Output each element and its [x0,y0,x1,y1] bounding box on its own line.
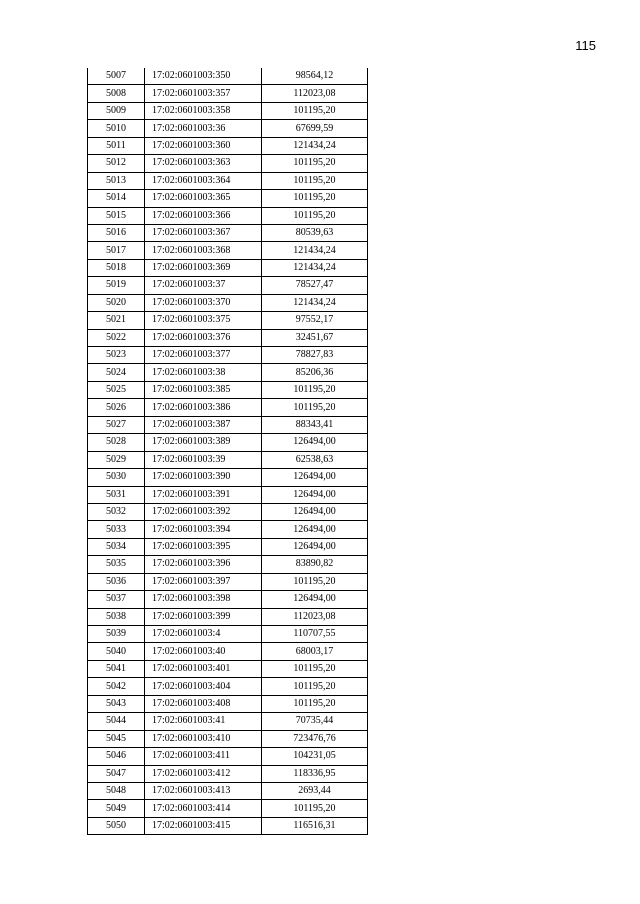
table-row [88,660,368,677]
value-cell: 101195,20 [262,190,368,207]
row-number-cell: 5036 [88,573,145,590]
table-row [88,538,368,555]
value-cell: 126494,00 [262,469,368,486]
value-cell: 126494,00 [262,486,368,503]
value-cell: 101195,20 [262,102,368,119]
row-number-cell: 5040 [88,643,145,660]
table-row [88,120,368,137]
cadastral-number-cell: 17:02:0601003:377 [145,347,262,364]
cadastral-number-cell: 17:02:0601003:37 [145,277,262,294]
table-row [88,416,368,433]
value-cell: 112023,08 [262,85,368,102]
table-row [88,573,368,590]
cadastral-number-cell: 17:02:0601003:38 [145,364,262,381]
table-row [88,626,368,643]
table-row [88,137,368,154]
table-row [88,556,368,573]
row-number-cell: 5037 [88,591,145,608]
value-cell: 62538,63 [262,451,368,468]
table-row [88,713,368,730]
table-row [88,224,368,241]
row-number-cell: 5035 [88,556,145,573]
table-row [88,381,368,398]
value-cell: 723476,76 [262,730,368,747]
value-cell: 101195,20 [262,678,368,695]
row-number-cell: 5048 [88,782,145,799]
table-row [88,190,368,207]
cadastral-number-cell: 17:02:0601003:394 [145,521,262,538]
value-cell: 101195,20 [262,695,368,712]
table-row [88,68,368,85]
table-row [88,207,368,224]
value-cell: 121434,24 [262,294,368,311]
value-cell: 126494,00 [262,538,368,555]
table-row [88,242,368,259]
table-row [88,172,368,189]
value-cell: 80539,63 [262,224,368,241]
cadastral-number-cell: 17:02:0601003:414 [145,800,262,817]
cadastral-number-cell: 17:02:0601003:368 [145,242,262,259]
table-row [88,329,368,346]
row-number-cell: 5046 [88,748,145,765]
cadastral-number-cell: 17:02:0601003:391 [145,486,262,503]
row-number-cell: 5027 [88,416,145,433]
cadastral-number-cell: 17:02:0601003:367 [145,224,262,241]
page-number: 115 [575,38,596,53]
table-row [88,765,368,782]
cadastral-number-cell: 17:02:0601003:39 [145,451,262,468]
value-cell: 126494,00 [262,521,368,538]
cadastral-number-cell: 17:02:0601003:375 [145,312,262,329]
value-cell: 101195,20 [262,207,368,224]
row-number-cell: 5011 [88,137,145,154]
row-number-cell: 5008 [88,85,145,102]
row-number-cell: 5050 [88,817,145,834]
row-number-cell: 5018 [88,259,145,276]
row-number-cell: 5013 [88,172,145,189]
cadastral-number-cell: 17:02:0601003:36 [145,120,262,137]
table-row [88,399,368,416]
table-row [88,800,368,817]
cadastral-number-cell: 17:02:0601003:357 [145,85,262,102]
row-number-cell: 5012 [88,155,145,172]
row-number-cell: 5028 [88,434,145,451]
cadastral-number-cell: 17:02:0601003:363 [145,155,262,172]
table-body [88,68,368,835]
value-cell: 32451,67 [262,329,368,346]
cadastral-number-cell: 17:02:0601003:396 [145,556,262,573]
table-row [88,364,368,381]
table-row [88,817,368,834]
row-number-cell: 5045 [88,730,145,747]
table-row [88,277,368,294]
table-row [88,294,368,311]
cadastral-number-cell: 17:02:0601003:366 [145,207,262,224]
cadastral-number-cell: 17:02:0601003:364 [145,172,262,189]
value-cell: 88343,41 [262,416,368,433]
value-cell: 97552,17 [262,312,368,329]
cadastral-number-cell: 17:02:0601003:408 [145,695,262,712]
value-cell: 126494,00 [262,503,368,520]
cadastral-number-cell: 17:02:0601003:365 [145,190,262,207]
value-cell: 110707,55 [262,626,368,643]
row-number-cell: 5042 [88,678,145,695]
value-cell: 118336,95 [262,765,368,782]
value-cell: 101195,20 [262,172,368,189]
cadastral-number-cell: 17:02:0601003:4 [145,626,262,643]
cadastral-number-cell: 17:02:0601003:387 [145,416,262,433]
value-cell: 101195,20 [262,155,368,172]
row-number-cell: 5025 [88,381,145,398]
row-number-cell: 5016 [88,224,145,241]
row-number-cell: 5030 [88,469,145,486]
cadastral-number-cell: 17:02:0601003:350 [145,68,262,85]
cadastral-number-cell: 17:02:0601003:376 [145,329,262,346]
table-row [88,503,368,520]
table-row [88,730,368,747]
value-cell: 68003,17 [262,643,368,660]
value-cell: 98564,12 [262,68,368,85]
value-cell: 121434,24 [262,242,368,259]
row-number-cell: 5017 [88,242,145,259]
table-row [88,102,368,119]
cadastral-number-cell: 17:02:0601003:40 [145,643,262,660]
row-number-cell: 5033 [88,521,145,538]
cadastral-number-cell: 17:02:0601003:370 [145,294,262,311]
table-row [88,521,368,538]
value-cell: 112023,08 [262,608,368,625]
table-row [88,486,368,503]
cadastral-number-cell: 17:02:0601003:401 [145,660,262,677]
row-number-cell: 5007 [88,68,145,85]
value-cell: 104231,05 [262,748,368,765]
table-row [88,259,368,276]
value-cell: 121434,24 [262,137,368,154]
cadastral-number-cell: 17:02:0601003:386 [145,399,262,416]
value-cell: 78827,83 [262,347,368,364]
cadastral-number-cell: 17:02:0601003:397 [145,573,262,590]
cadastral-number-cell: 17:02:0601003:413 [145,782,262,799]
row-number-cell: 5032 [88,503,145,520]
row-number-cell: 5041 [88,660,145,677]
row-number-cell: 5020 [88,294,145,311]
value-cell: 78527,47 [262,277,368,294]
table-row [88,469,368,486]
row-number-cell: 5019 [88,277,145,294]
value-cell: 70735,44 [262,713,368,730]
table-row [88,695,368,712]
cadastral-number-cell: 17:02:0601003:415 [145,817,262,834]
value-cell: 126494,00 [262,591,368,608]
cadastral-number-cell: 17:02:0601003:390 [145,469,262,486]
row-number-cell: 5023 [88,347,145,364]
table-row [88,155,368,172]
table-row [88,591,368,608]
table-row [88,643,368,660]
row-number-cell: 5038 [88,608,145,625]
cadastral-number-cell: 17:02:0601003:369 [145,259,262,276]
value-cell: 2693,44 [262,782,368,799]
row-number-cell: 5015 [88,207,145,224]
value-cell: 101195,20 [262,381,368,398]
cadastral-number-cell: 17:02:0601003:389 [145,434,262,451]
table-row [88,347,368,364]
data-table [87,68,368,835]
row-number-cell: 5029 [88,451,145,468]
table-row [88,608,368,625]
row-number-cell: 5009 [88,102,145,119]
row-number-cell: 5021 [88,312,145,329]
value-cell: 83890,82 [262,556,368,573]
row-number-cell: 5043 [88,695,145,712]
row-number-cell: 5044 [88,713,145,730]
row-number-cell: 5022 [88,329,145,346]
value-cell: 101195,20 [262,573,368,590]
row-number-cell: 5010 [88,120,145,137]
value-cell: 67699,59 [262,120,368,137]
cadastral-number-cell: 17:02:0601003:410 [145,730,262,747]
row-number-cell: 5049 [88,800,145,817]
row-number-cell: 5034 [88,538,145,555]
row-number-cell: 5024 [88,364,145,381]
value-cell: 85206,36 [262,364,368,381]
row-number-cell: 5039 [88,626,145,643]
cadastral-number-cell: 17:02:0601003:358 [145,102,262,119]
cadastral-number-cell: 17:02:0601003:404 [145,678,262,695]
cadastral-number-cell: 17:02:0601003:411 [145,748,262,765]
value-cell: 101195,20 [262,399,368,416]
value-cell: 101195,20 [262,660,368,677]
row-number-cell: 5014 [88,190,145,207]
cadastral-number-cell: 17:02:0601003:399 [145,608,262,625]
cadastral-number-cell: 17:02:0601003:360 [145,137,262,154]
table-row [88,782,368,799]
cadastral-number-cell: 17:02:0601003:392 [145,503,262,520]
value-cell: 101195,20 [262,800,368,817]
cadastral-number-cell: 17:02:0601003:395 [145,538,262,555]
value-cell: 126494,00 [262,434,368,451]
table-row [88,85,368,102]
table-row [88,748,368,765]
cadastral-number-cell: 17:02:0601003:412 [145,765,262,782]
table-row [88,434,368,451]
cadastral-number-cell: 17:02:0601003:398 [145,591,262,608]
table-row [88,678,368,695]
value-cell: 116516,31 [262,817,368,834]
cadastral-number-cell: 17:02:0601003:41 [145,713,262,730]
row-number-cell: 5047 [88,765,145,782]
table-row [88,312,368,329]
cadastral-number-cell: 17:02:0601003:385 [145,381,262,398]
row-number-cell: 5031 [88,486,145,503]
value-cell: 121434,24 [262,259,368,276]
row-number-cell: 5026 [88,399,145,416]
table-row [88,451,368,468]
